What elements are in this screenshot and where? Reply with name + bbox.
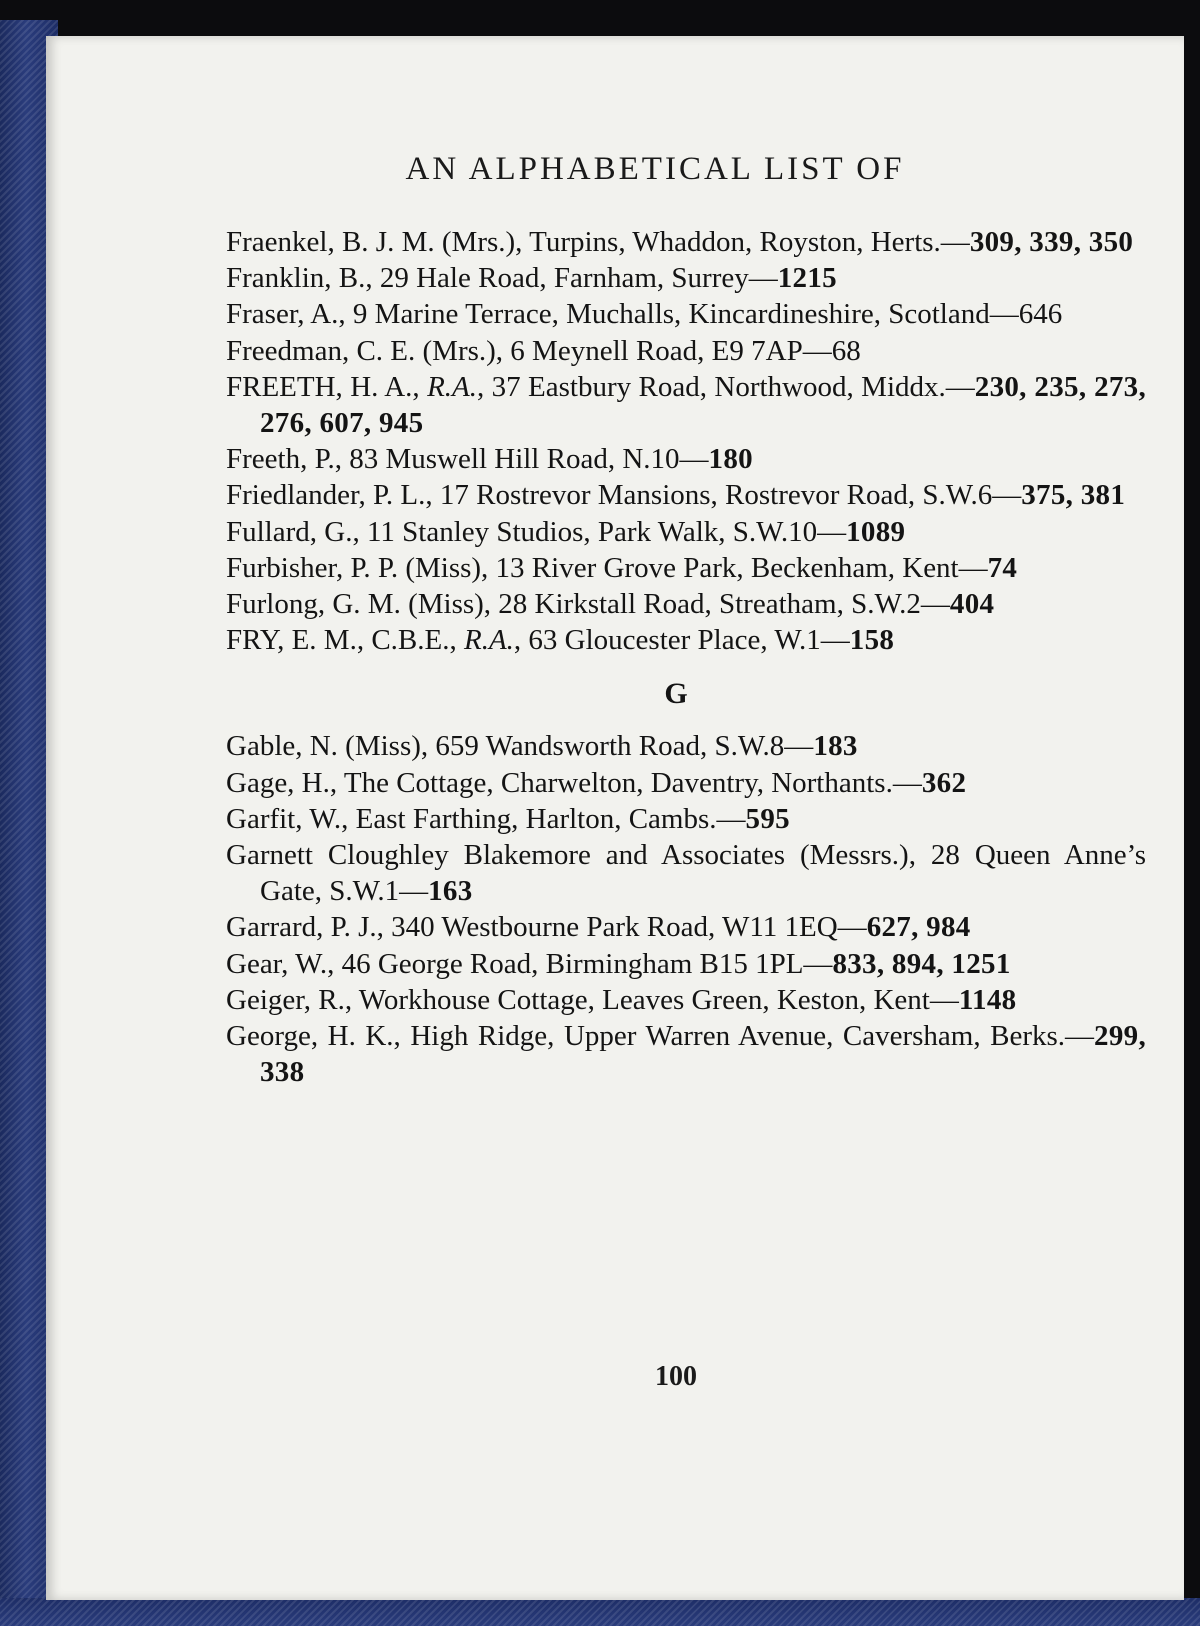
entry-text: Garfit, W., East Farthing, Harlton, Cambs.— <box>226 802 746 835</box>
entry-text: Garnett Cloughley Blakemore and Associates (Messrs.), 28 Queen Anne’s Gate, S.W.1— <box>226 839 1146 908</box>
entry-catalogue-numbers: 833, 894, 1251 <box>832 947 1011 980</box>
entry-text: Garrard, P. J., 340 Westbourne Park Road, W11 1EQ— <box>226 911 867 944</box>
entry-text: Friedlander, P. L., 17 Rostrevor Mansions, Rostrevor Road, S.W.6— <box>226 479 1022 512</box>
entry-catalogue-numbers: 404 <box>949 588 995 621</box>
entry-text: FREETH, H. A., <box>226 370 428 403</box>
entry-text: Freedman, C. E. (Mrs.), 6 Meynell Road, E9 7AP—68 <box>226 334 861 367</box>
list-entry <box>226 1018 1146 1090</box>
entry-text: Franklin, B., 29 Hale Road, Farnham, Surrey— <box>226 262 778 295</box>
entry-text: FRY, E. M., C.B.E., <box>226 624 464 657</box>
entry-catalogue-numbers: 299, 338 <box>260 1020 1146 1089</box>
list-entry <box>226 441 1146 477</box>
entry-text: Geiger, R., Workhouse Cottage, Leaves Green, Keston, Kent— <box>226 983 959 1016</box>
list-entry <box>226 765 1146 801</box>
entry-text: Gear, W., 46 George Road, Birmingham B15 1PL— <box>226 947 833 980</box>
list-entry <box>226 514 1146 550</box>
entry-catalogue-numbers: 1148 <box>958 983 1017 1016</box>
entry-text: Gage, H., The Cottage, Charwelton, Daventry, Northants.— <box>226 766 922 799</box>
entry-text-rest: , 63 Gloucester Place, W.1— <box>513 624 850 657</box>
entry-catalogue-numbers: 375, 381 <box>1021 479 1126 512</box>
list-entry <box>226 477 1146 513</box>
entry-text: Fraser, A., 9 Marine Terrace, Muchalls, Kincardineshire, Scotland—646 <box>226 298 1063 331</box>
entry-catalogue-numbers: 74 <box>987 551 1018 584</box>
entry-catalogue-numbers: 595 <box>745 802 790 835</box>
entry-catalogue-numbers: 158 <box>849 624 895 657</box>
list-entry <box>226 946 1146 982</box>
entry-catalogue-numbers: 230, 235, 273, 276, 607, 945 <box>260 370 1147 440</box>
list-entry <box>226 622 1146 658</box>
entry-catalogue-numbers: 163 <box>428 875 473 908</box>
list-entry <box>226 837 1146 909</box>
list-entry <box>226 586 1146 622</box>
section-letter-heading: G <box>664 677 688 711</box>
entry-catalogue-numbers: 1089 <box>846 515 906 548</box>
entry-text: George, H. K., High Ridge, Upper Warren Avenue, Caversham, Berks.— <box>226 1020 1095 1053</box>
book-page <box>46 36 1184 1600</box>
list-entry <box>226 982 1146 1018</box>
entry-catalogue-numbers: 362 <box>921 766 967 799</box>
entry-catalogue-numbers: 627, 984 <box>866 911 971 944</box>
entry-text-rest: , 37 Eastbury Road, Northwood, Middx.— <box>477 370 975 403</box>
entry-catalogue-numbers: 309, 339, 350 <box>969 226 1134 258</box>
entry-catalogue-numbers: 1215 <box>777 262 837 295</box>
list-entry <box>226 333 1146 369</box>
page-number: 100 <box>655 1361 697 1392</box>
running-head: AN ALPHABETICAL LIST OF <box>405 151 905 187</box>
entry-text: Furlong, G. M. (Miss), 28 Kirkstall Road, Streatham, S.W.2— <box>226 588 950 621</box>
list-entry <box>226 260 1146 296</box>
entry-list <box>226 224 1146 1090</box>
list-entry <box>226 728 1146 764</box>
book-cover-bottom-edge <box>0 1598 1200 1626</box>
list-entry <box>226 296 1146 332</box>
entry-catalogue-numbers: 180 <box>708 443 753 476</box>
entry-text: Fullard, G., 11 Stanley Studios, Park Walk, S.W.10— <box>226 515 847 548</box>
entry-catalogue-numbers: 183 <box>813 730 858 763</box>
entry-title-italic: R.A. <box>427 370 477 403</box>
entry-text: Furbisher, P. P. (Miss), 13 River Grove Park, Beckenham, Kent— <box>226 551 988 584</box>
entry-title-italic: R.A. <box>463 624 514 657</box>
list-entry <box>226 550 1146 586</box>
list-entry <box>226 224 1146 260</box>
entry-text: Gable, N. (Miss), 659 Wandsworth Road, S.W.8— <box>226 730 814 763</box>
list-entry <box>226 801 1146 837</box>
list-entry <box>226 909 1146 945</box>
list-entry <box>226 369 1146 441</box>
entry-text: Fraenkel, B. J. M. (Mrs.), Turpins, Whaddon, Royston, Herts.— <box>226 226 970 258</box>
entry-text: Freeth, P., 83 Muswell Hill Road, N.10— <box>226 443 709 476</box>
